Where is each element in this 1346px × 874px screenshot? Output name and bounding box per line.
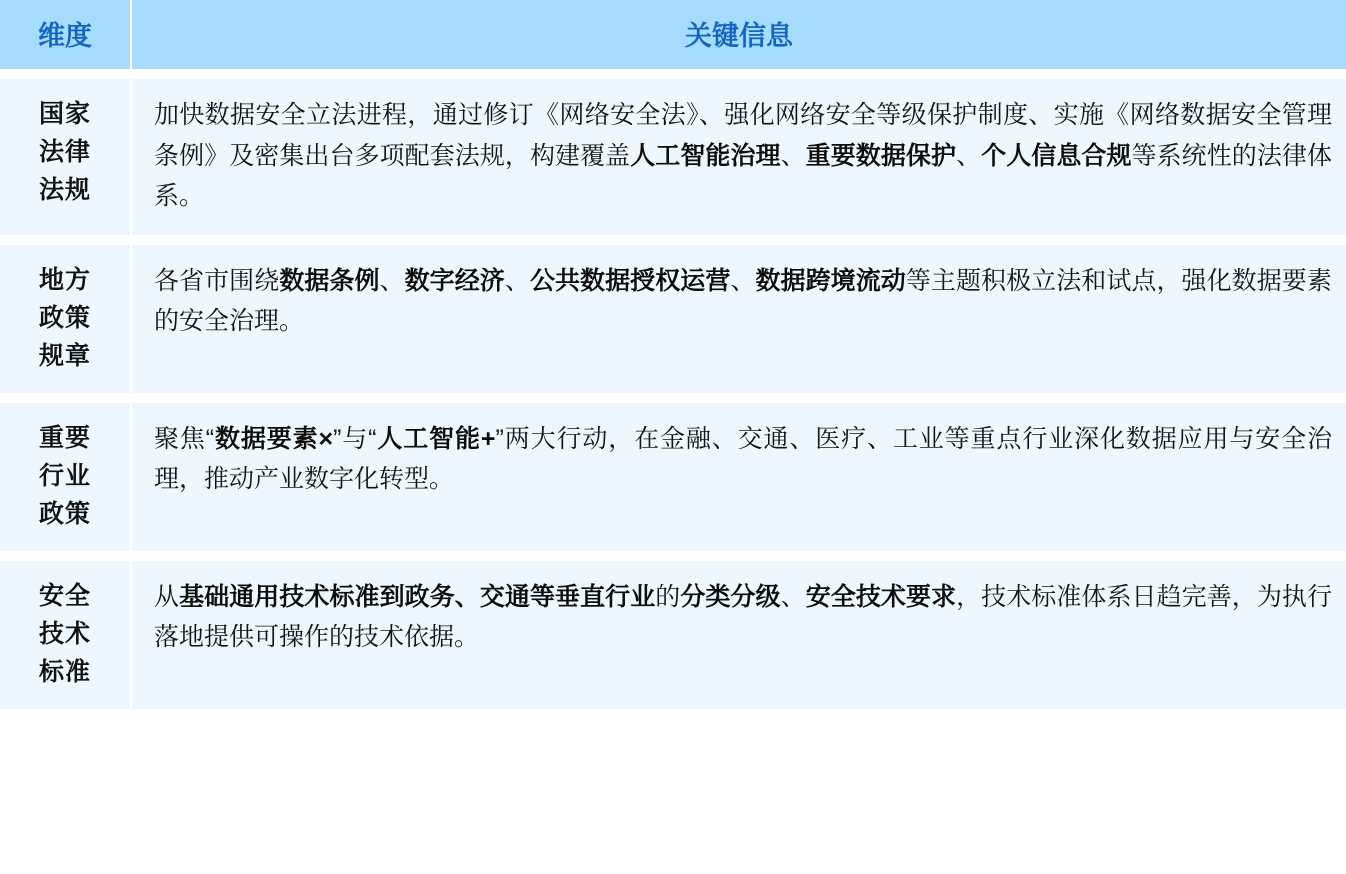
info-segment-bold: 个人信息合规 [981, 141, 1132, 170]
row-spacer [0, 69, 1346, 79]
dimension-cell-3 [0, 561, 132, 709]
key-info-cell-2 [132, 403, 1346, 551]
info-segment: 、 [780, 582, 806, 611]
table-header [0, 0, 1346, 69]
dimension-line: 政策 [38, 303, 91, 332]
key-info-cell-1 [132, 245, 1346, 393]
info-segment-bold: 分类分级 [680, 582, 781, 611]
info-segment: 、 [379, 266, 405, 295]
info-segment-bold: 基础通用技术标准到政务、交通等垂直行业 [179, 582, 656, 611]
row-spacer [0, 551, 1346, 561]
table-header-row [0, 0, 1346, 69]
dimension-line: 法律 [38, 138, 91, 166]
dimension-line: 重要 [38, 423, 91, 452]
table-row [0, 245, 1346, 393]
info-segment: ”与“ [333, 424, 377, 453]
dimension-cell-2 [0, 403, 132, 551]
info-segment: 、 [780, 141, 806, 170]
info-segment-bold: 人工智能治理 [630, 141, 781, 170]
info-segment: 加快数据安全立法进程，通过修订《网络安全法》、强化网络安全等级保护制度、实施《网络数据安全管理条例》及密集出台多项配套法规，构建覆盖 [154, 101, 1332, 170]
table-row [0, 561, 1346, 709]
table-row [0, 403, 1346, 551]
dimension-line: 标准 [38, 657, 91, 686]
table-body [0, 69, 1346, 709]
dimension-line: 国家 [38, 100, 91, 128]
dimension-line: 政策 [38, 499, 91, 528]
dimension-line: 地方 [38, 265, 91, 294]
info-segment-bold: 公共数据授权运营 [529, 266, 731, 295]
info-segment: 、 [504, 266, 530, 295]
row-spacer [0, 235, 1346, 245]
info-segment-bold: 安全技术要求 [805, 582, 957, 611]
dimension-line: 行业 [38, 461, 91, 490]
info-segment: 从 [154, 582, 180, 611]
info-segment-bold: 重要数据保护 [805, 141, 957, 170]
dimension-cell-1 [0, 245, 132, 393]
dimension-line: 安全 [38, 581, 91, 610]
dimension-line: 规章 [38, 341, 91, 370]
column-header-key-info: 关键信息 [132, 0, 1346, 69]
info-segment: 、 [730, 266, 756, 295]
dimension-cell-0 [0, 79, 132, 235]
info-segment: 聚焦“ [154, 424, 215, 453]
dimension-line: 技术 [38, 619, 91, 648]
table-row [0, 79, 1346, 235]
info-segment: 各省市围绕 [154, 266, 280, 295]
info-segment: 等系统性的法律体系。 [154, 141, 1332, 210]
info-segment: ”两大行动，在金融、交通、医疗、工业等重点行业深化数据应用与安全治理，推动产业数字化转型。 [154, 424, 1332, 493]
info-segment: 等主题积极立法和试点，强化数据要素的安全治理。 [154, 266, 1332, 335]
info-segment-bold: 数据要素× [214, 424, 334, 453]
info-segment-bold: 数字经济 [404, 266, 505, 295]
info-segment: 的 [655, 582, 681, 611]
info-segment-bold: 数据条例 [279, 266, 380, 295]
info-segment-bold: 数据跨境流动 [755, 266, 906, 295]
key-info-cell-0 [132, 79, 1346, 235]
row-spacer [0, 393, 1346, 403]
info-segment: 、 [956, 141, 982, 170]
column-header-dimension: 维度 [0, 0, 132, 69]
info-segment-bold: 人工智能+ [376, 424, 496, 453]
dimension-line: 法规 [38, 176, 91, 204]
key-info-cell-3 [132, 561, 1346, 709]
info-segment: ，技术标准体系日趋完善，为执行落地提供可操作的技术依据。 [154, 582, 1332, 651]
